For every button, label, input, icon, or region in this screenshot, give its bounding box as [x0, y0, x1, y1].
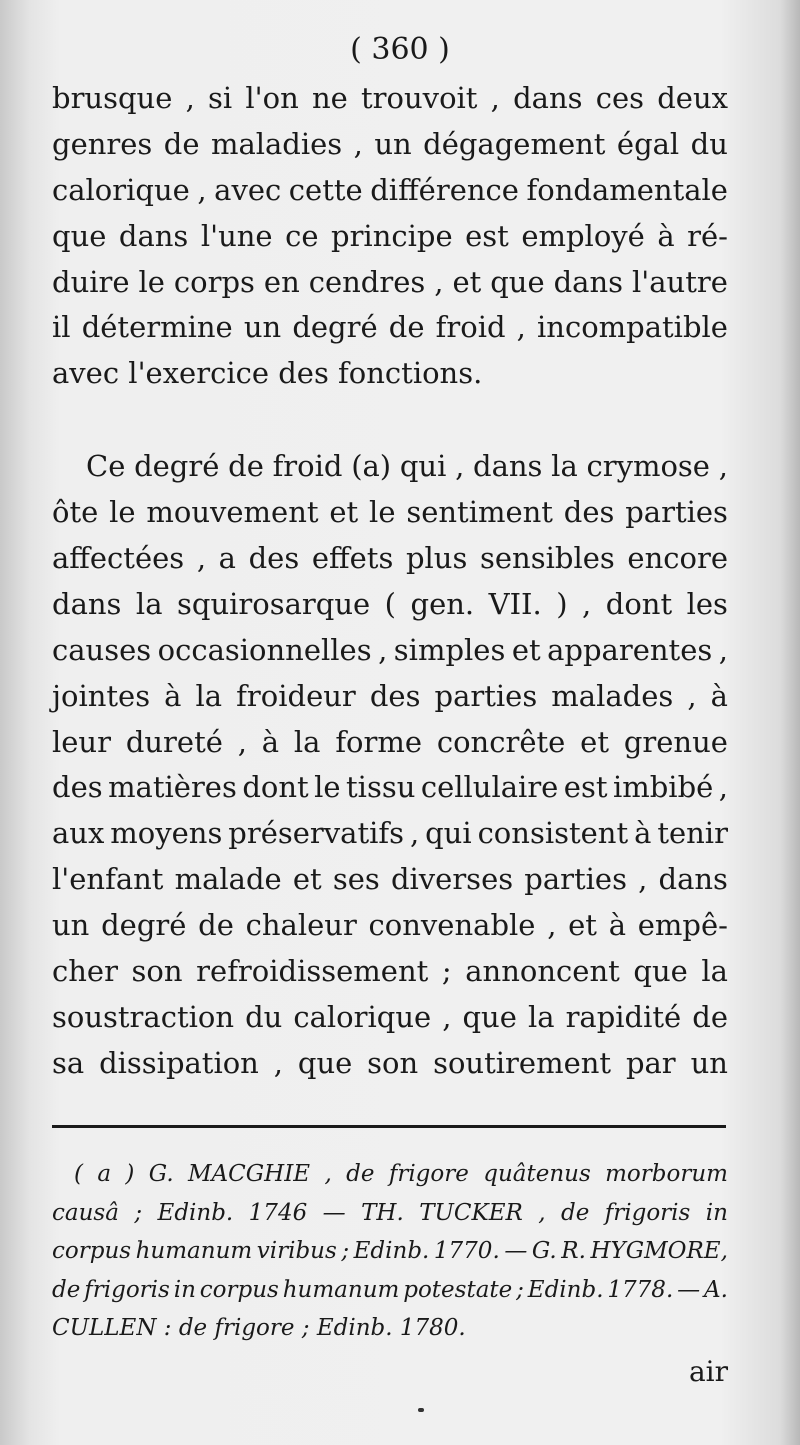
text-line: que dans l'une ce principe est employé à ré- [52, 218, 728, 253]
text-line: cher son refroidissement ; annoncent que la [52, 954, 728, 989]
footnote-line: corpus humanum viribus ; Edinb. 1770. — G. R. HYGMORE, [52, 1238, 728, 1264]
text-line: des matières dont le tissu cellulaire est imbibé , [52, 770, 728, 805]
printer-mark [418, 1408, 424, 1412]
text-line: ôte le mouvement et le sentiment des parties [52, 495, 728, 530]
footnote-rule [52, 1125, 726, 1128]
text-line: affectées , a des effets plus sensibles encore [52, 541, 728, 576]
text-line: soustraction du calorique , que la rapidité de [52, 999, 728, 1034]
text-line: aux moyens préservatifs , qui consistent à tenir [52, 816, 728, 851]
catchword: air [688, 1355, 728, 1388]
footnote-line: ( a ) G. MACGHIE , de frigore quâtenus morborum [74, 1161, 728, 1187]
footnote-line: causâ ; Edinb. 1746 — TH. TUCKER , de frigoris in [52, 1199, 728, 1226]
text-line: causes occasionnelles , simples et apparentes , [52, 632, 728, 667]
text-line: l'enfant malade et ses diverses parties , dans [52, 862, 728, 897]
footnote-line: CULLEN : de frigore ; Edinb. 1780. [52, 1315, 466, 1341]
main-text [52, 76, 728, 1087]
text-line: brusque , si l'on ne trouvoit , dans ces deux [52, 81, 728, 115]
text-line: jointes à la froideur des parties malades , à [52, 678, 728, 713]
text-line: il détermine un degré de froid , incompatible [52, 310, 728, 345]
footnotes [52, 1155, 728, 1348]
text-line: dans la squirosarque ( gen. VII. ) , dont les [52, 586, 728, 621]
text-line: calorique , avec cette différence fondamentale [52, 172, 728, 207]
text-line: leur dureté , à la forme concrête et grenue [52, 724, 728, 759]
text-line: genres de maladies , un dégagement égal du [52, 126, 728, 161]
text-line: Ce degré de froid (a) qui , dans la crymose , [86, 449, 728, 484]
text-line: duire le corps en cendres , et que dans l'autre [52, 264, 728, 299]
page-number-header: ( 360 ) [350, 32, 450, 67]
text-line: sa dissipation , que son soutirement par un [52, 1045, 728, 1080]
paragraph-gap [52, 397, 728, 444]
text-line: un degré de chaleur convenable , et à empê- [52, 908, 728, 943]
text-line: avec l'exercice des fonctions. [52, 356, 483, 391]
footnote-line: de frigoris in corpus humanum potestate ; Edinb. 1778. — A. [52, 1276, 728, 1303]
